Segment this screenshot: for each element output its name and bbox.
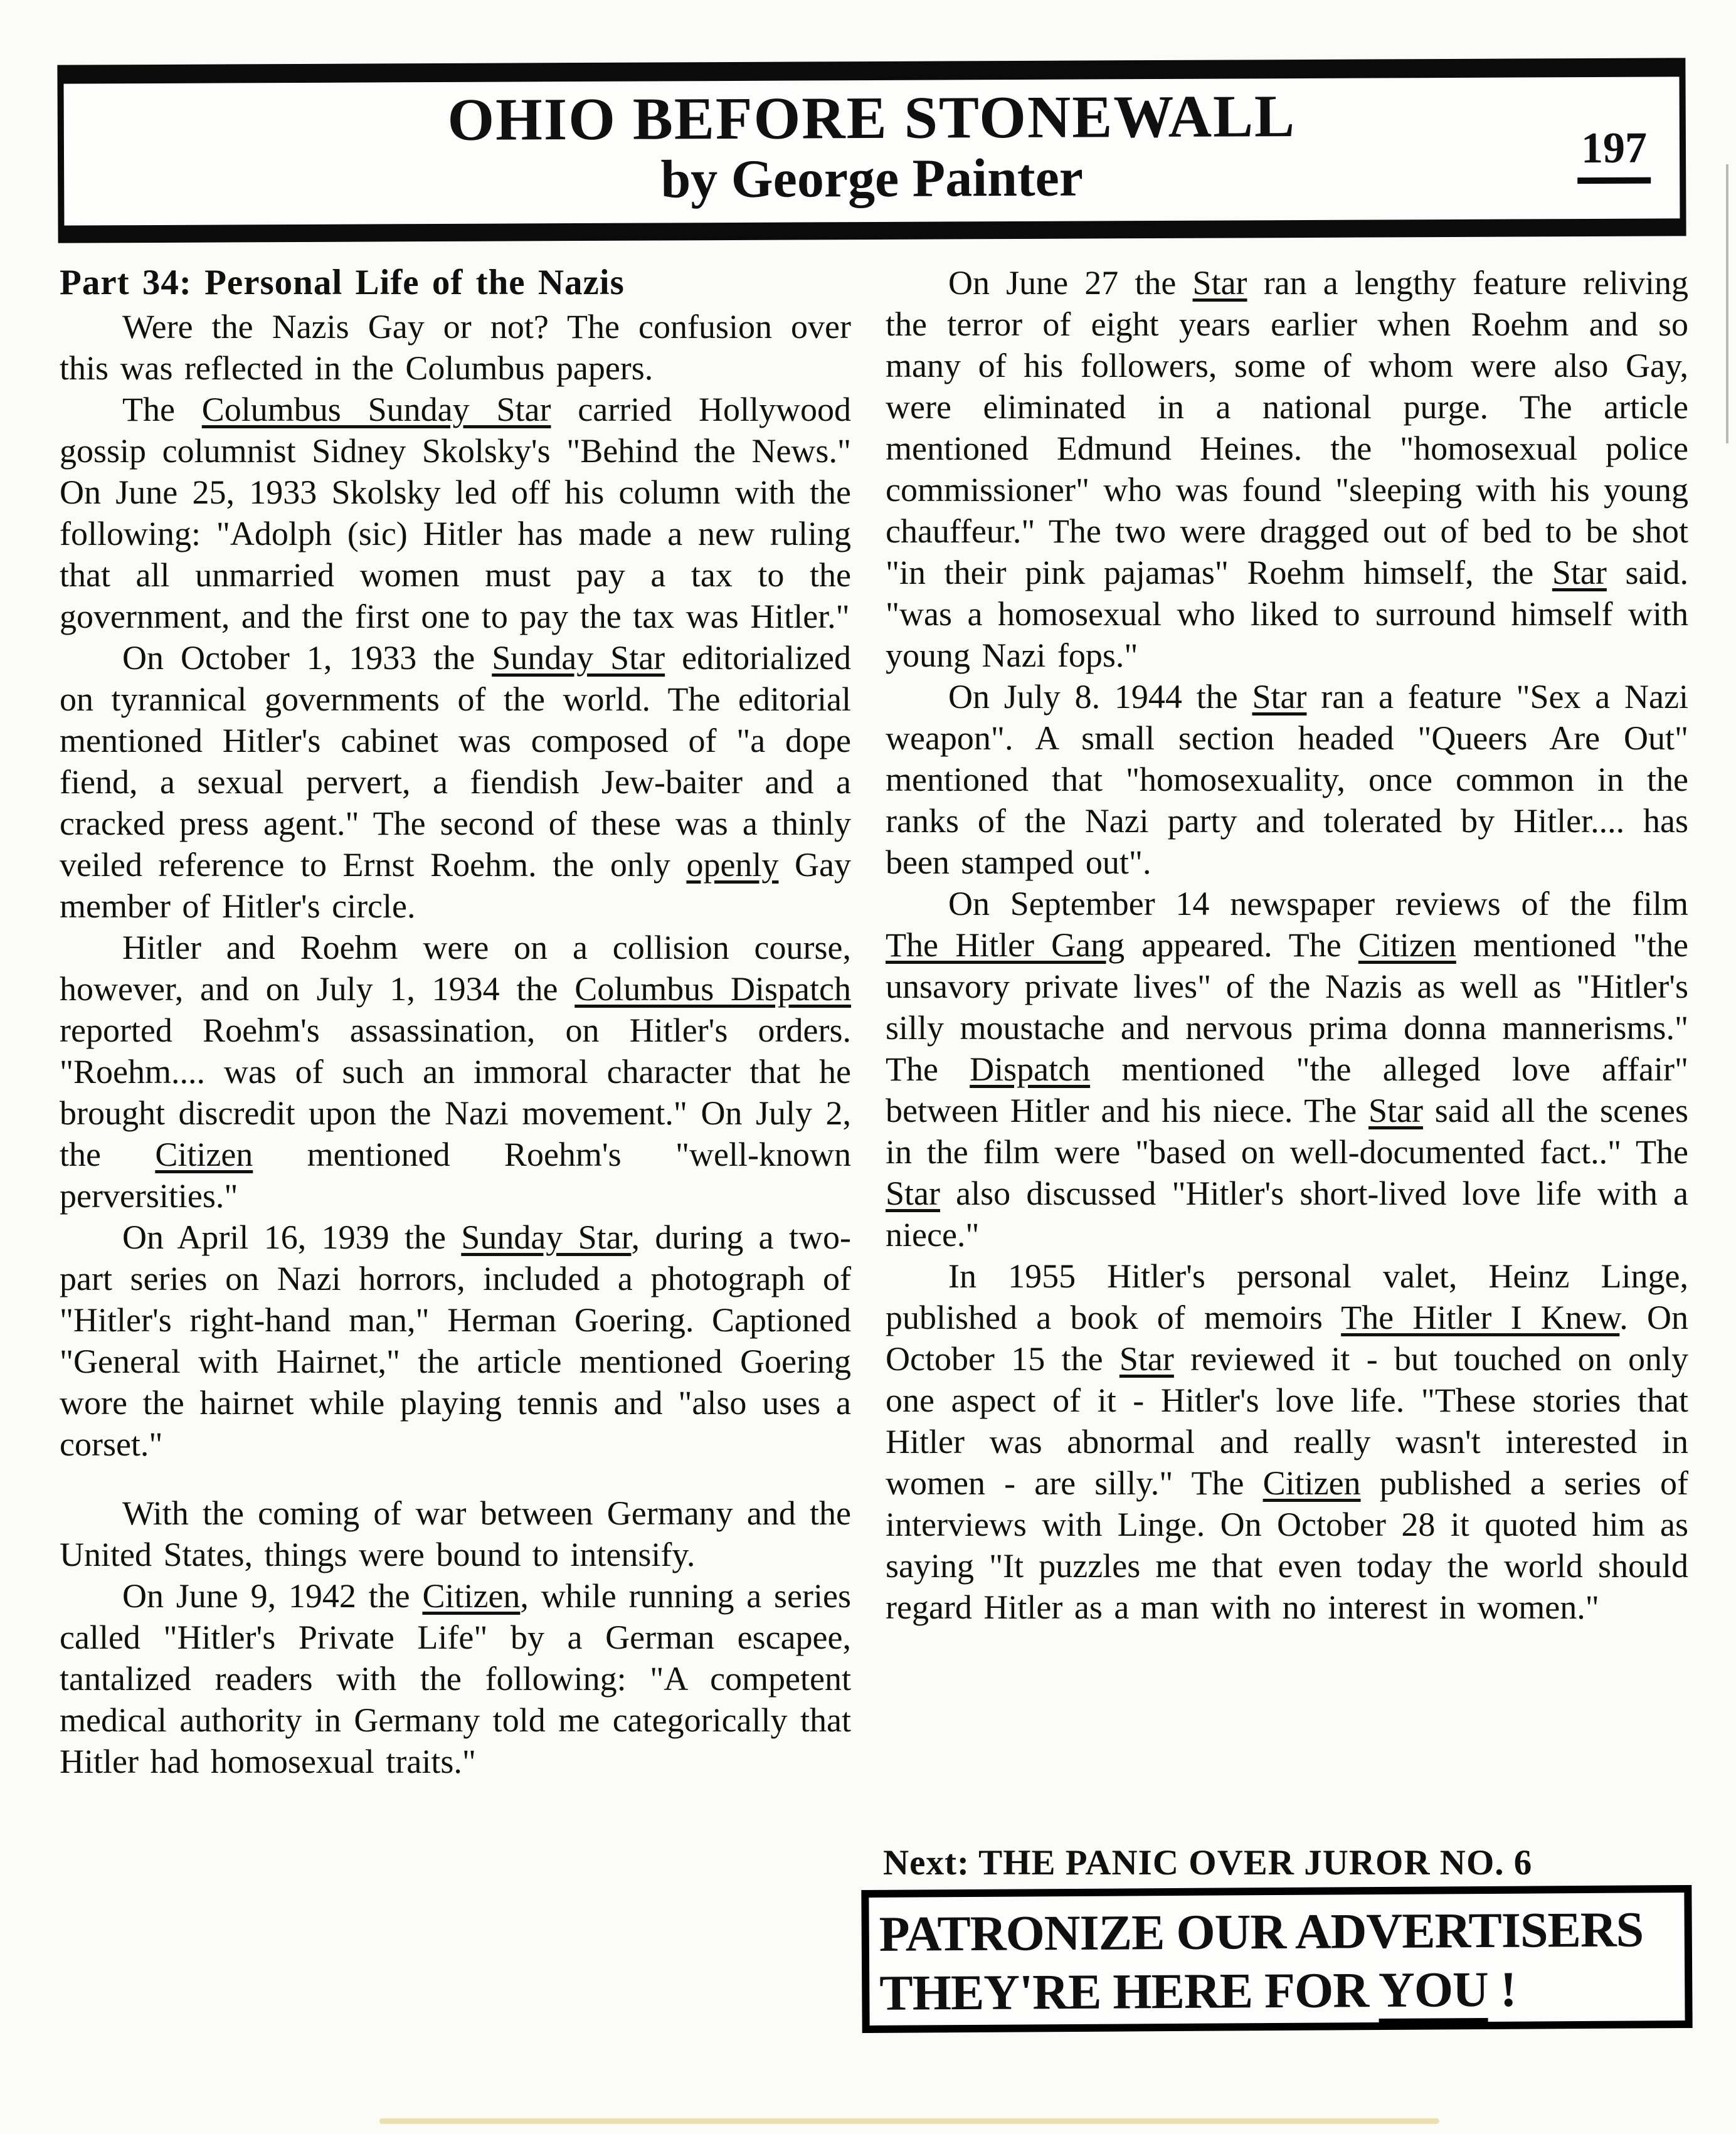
body-text: On June 27 the bbox=[948, 264, 1193, 302]
ad-line-2-prefix: THEY'RE HERE FOR bbox=[879, 1963, 1379, 2021]
underlined-text: Sunday Star bbox=[492, 639, 665, 677]
underlined-text: Sunday Star bbox=[461, 1218, 632, 1256]
body-text: , during a two-part series on Nazi horrors, included a photograph of "Hitler's right-hand man," Herman Goering. Captioned "General with Hairnet," the article mentioned Goering wore the hairnet while playing tennis and "also uses a corset." bbox=[60, 1218, 851, 1463]
article-heading: Part 34: Personal Life of the Nazis bbox=[60, 263, 625, 302]
underlined-text: Columbus Sunday Star bbox=[201, 391, 551, 428]
masthead-box bbox=[57, 58, 1686, 243]
paragraph bbox=[60, 927, 851, 1217]
body-text: also discussed "Hitler's short-lived love life with a niece." bbox=[886, 1175, 1688, 1254]
scan-smudge-artifact bbox=[379, 2118, 1439, 2124]
underlined-text: Star bbox=[1119, 1340, 1174, 1378]
underlined-text: Columbus Dispatch bbox=[574, 970, 851, 1008]
body-text: mentioned "the alleged love affair" between Hitler and his niece. The bbox=[886, 1050, 1688, 1129]
body-text: Hitler and Roehm were on a collision course, however, and on July 1, 1934 the bbox=[60, 929, 851, 1008]
page-number: 197 bbox=[1577, 124, 1651, 184]
underlined-text: Citizen bbox=[1358, 926, 1456, 964]
body-text: said. "was a homosexual who liked to surround himself with young Nazi fops." bbox=[886, 554, 1688, 674]
paragraph bbox=[886, 676, 1688, 883]
masthead-inner bbox=[64, 77, 1680, 208]
ad-line-2-suffix: ! bbox=[1488, 1962, 1516, 2017]
paragraph bbox=[60, 1492, 851, 1575]
body-text: carried Hollywood gossip columnist Sidney Skolsky's "Behind the News." On June 25, 1933 Skolsky led off his column with the following: "Adolph (sic) Hitler has made a new ruling that all unmarried women must pay a tax to the government, and the first one to pay the tax was Hitler." bbox=[60, 391, 851, 635]
body-text: On April 16, 1939 the bbox=[122, 1218, 462, 1256]
page-byline: by George Painter bbox=[660, 147, 1084, 209]
body-text: ran a feature "Sex a Nazi weapon". A small section headed "Queers Are Out" mentioned that "homosexuality, once common in the ranks of the Nazi party and tolerated by Hitler.... has been stamped out". bbox=[886, 678, 1688, 881]
body-text: Gay member of Hitler's circle. bbox=[60, 846, 851, 925]
body-text: . On October 15 the bbox=[886, 1299, 1689, 1378]
right-column-paragraphs bbox=[886, 262, 1688, 1628]
paragraph bbox=[60, 389, 851, 637]
underlined-text: Star bbox=[886, 1175, 940, 1212]
underlined-text: openly bbox=[686, 846, 779, 884]
underlined-text: Citizen bbox=[1262, 1464, 1361, 1502]
body-text: Were the Nazis Gay or not? The confusion over this was reflected in the Columbus papers. bbox=[60, 308, 851, 387]
scan-edge-artifact bbox=[1726, 164, 1728, 443]
underlined-text: Star bbox=[1252, 678, 1307, 716]
underlined-text: Star bbox=[1368, 1092, 1423, 1129]
page-title: OHIO BEFORE STONEWALL bbox=[447, 82, 1296, 153]
underlined-text: Dispatch bbox=[970, 1050, 1091, 1088]
body-text: On October 1, 1933 the bbox=[122, 639, 492, 677]
underlined-text: Star bbox=[1552, 554, 1607, 591]
body-text: reviewed it - but touched on only one aspect of it - Hitler's love life. "These stories that Hitler was abnormal and really wasn't interested in women - are silly." The bbox=[886, 1340, 1688, 1502]
left-column bbox=[60, 262, 851, 1782]
next-issue-teaser: Next: THE PANIC OVER JUROR NO. 6 bbox=[883, 1843, 1533, 1883]
paragraph bbox=[60, 1575, 851, 1782]
underlined-text: The Hitler I Knew bbox=[1341, 1299, 1620, 1336]
body-text: With the coming of war between Germany and the United States, things were bound to intensify. bbox=[60, 1494, 851, 1573]
body-text: mentioned "the unsavory private lives" of the Nazis as well as "Hitler's silly moustache and nervous prima donna mannerisms." The bbox=[886, 926, 1688, 1088]
body-text: published a series of interviews with Linge. On October 28 it quoted him as saying "It puzzles me that even today the world should regard Hitler as a man with no interest in women." bbox=[886, 1464, 1688, 1626]
ad-line-1: PATRONIZE OUR ADVERTISERS bbox=[879, 1902, 1644, 1962]
body-text: ran a lengthy feature reliving the terror of eight years earlier when Roehm and so many of his followers, some of whom were also Gay, were eliminated in a national purge. The article mentioned Edmund Heines. the "homosexual police commissioner" who was found "sleeping with his young chauffeur." The two were dragged out of bed to be shot "in their pink pajamas" Roehm himself, the bbox=[886, 264, 1688, 591]
paragraph bbox=[886, 883, 1688, 1255]
underlined-text: The Hitler Gang bbox=[886, 926, 1125, 964]
body-text: In 1955 Hitler's personal valet, Heinz Linge, published a book of memoirs bbox=[886, 1257, 1688, 1336]
body-text: , while running a series called "Hitler's Private Life" by a German escapee, tantalized readers with the following: "A competent medical authority in Germany told me categorically that Hitler had homosexual traits." bbox=[60, 1577, 851, 1780]
paragraph bbox=[60, 637, 851, 927]
underlined-text: Citizen bbox=[422, 1577, 521, 1615]
ad-line-2-emphasis: YOU bbox=[1379, 1962, 1488, 2026]
body-text: said all the scenes in the film were "based on well-documented fact.." The bbox=[886, 1092, 1688, 1171]
body-text: reported Roehm's assassination, on Hitler's orders. "Roehm.... was of such an immoral character that he brought discredit upon the Nazi movement." On July 2, the bbox=[60, 1012, 851, 1173]
underlined-text: Citizen bbox=[155, 1136, 253, 1173]
body-text: mentioned Roehm's "well-known perversities." bbox=[60, 1136, 851, 1215]
underlined-text: Star bbox=[1192, 264, 1247, 302]
body-text: On September 14 newspaper reviews of the film bbox=[948, 885, 1688, 922]
ad-line-2 bbox=[879, 1959, 1675, 2023]
paragraph bbox=[886, 1255, 1688, 1628]
paragraph bbox=[886, 262, 1688, 676]
body-text: On July 8. 1944 the bbox=[948, 678, 1252, 716]
advertisers-box bbox=[861, 1885, 1692, 2033]
right-column bbox=[886, 262, 1688, 1628]
body-text: editorialized on tyrannical governments of the world. The editorial mentioned Hitler's cabinet was composed of "a dope fiend, a sexual pervert, a fiendish Jew-baiter and a cracked press agent." The second of these was a thinly veiled reference to Ernst Roehm. the only bbox=[60, 639, 851, 884]
paragraph bbox=[60, 306, 851, 389]
paragraph bbox=[60, 1217, 851, 1465]
body-text: The bbox=[122, 391, 202, 428]
body-text: On June 9, 1942 the bbox=[122, 1577, 423, 1615]
body-text: appeared. The bbox=[1125, 926, 1358, 964]
left-column-paragraphs bbox=[60, 306, 851, 1782]
